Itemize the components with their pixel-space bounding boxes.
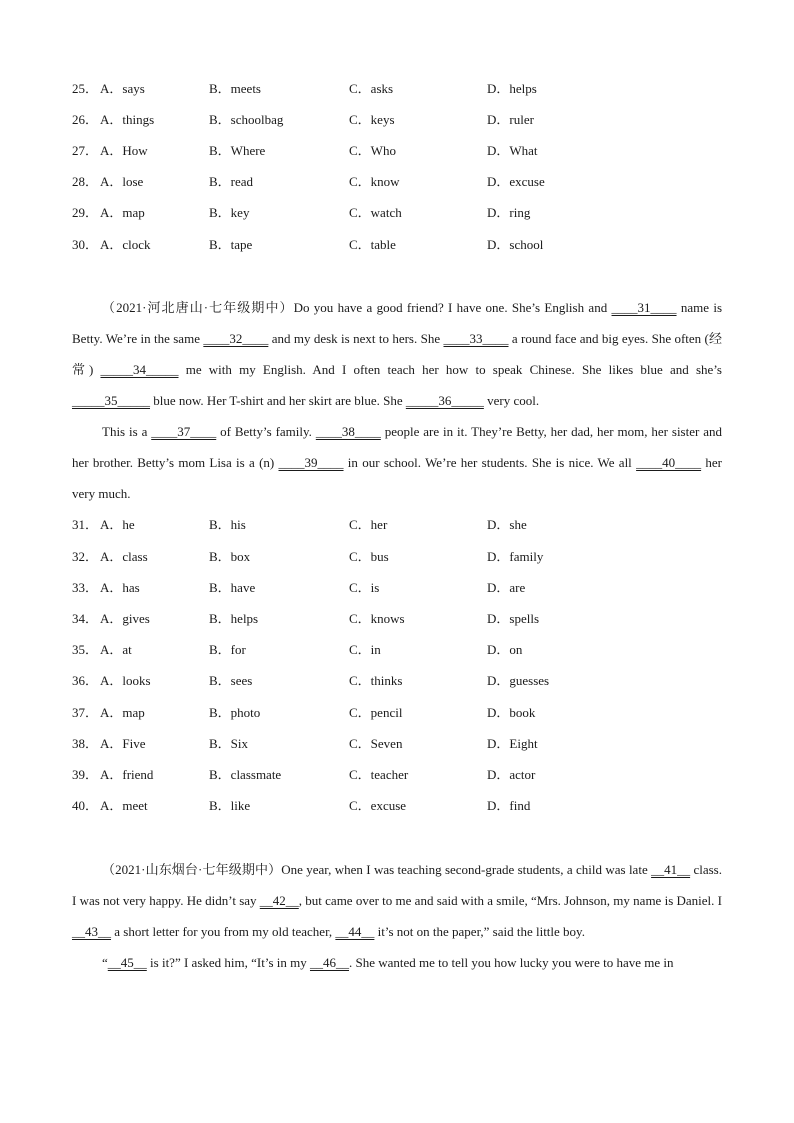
option-a[interactable]: A．friend: [100, 767, 154, 782]
blank-31: ____31____: [611, 300, 677, 315]
option-c[interactable]: C．Seven: [349, 736, 403, 751]
option-c[interactable]: C．excuse: [349, 798, 407, 813]
option-d[interactable]: D．family: [487, 549, 544, 564]
option-a[interactable]: A．things: [100, 112, 155, 127]
option-a[interactable]: A．lose: [100, 174, 144, 189]
option-d[interactable]: D．helps: [487, 81, 537, 96]
option-b[interactable]: B．like: [209, 798, 251, 813]
blank-32: ____32____: [203, 331, 269, 346]
option-b[interactable]: B．for: [209, 642, 246, 657]
passage-source: （2021·山东烟台·七年级期中）: [102, 862, 282, 877]
question-number: 38．: [72, 736, 99, 751]
blank-44: __44__: [335, 924, 375, 939]
option-b[interactable]: B．tape: [209, 237, 253, 252]
passage-source: （2021·河北唐山·七年级期中）: [102, 300, 294, 315]
passage-text: blue now. Her T-shirt and her skirt are blue. She: [150, 393, 406, 408]
option-c[interactable]: C．pencil: [349, 705, 403, 720]
option-d[interactable]: D．guesses: [487, 673, 550, 688]
passage-text: a round face and big eyes. She often (经常): [72, 331, 722, 377]
question-number: 28．: [72, 174, 99, 189]
passage-text: in our school. We’re her students. She is nice. We all: [343, 455, 637, 470]
option-c[interactable]: C．table: [349, 237, 396, 252]
passage-text: and my desk is next to hers. She: [268, 331, 444, 346]
option-d[interactable]: D．book: [487, 705, 536, 720]
passage-paragraph: [72, 292, 722, 416]
blank-40: ____40____: [636, 455, 702, 470]
option-b[interactable]: B．schoolbag: [209, 112, 284, 127]
option-d[interactable]: D．ring: [487, 205, 531, 220]
passage-text: of Betty’s family.: [216, 424, 316, 439]
option-c[interactable]: C．keys: [349, 112, 395, 127]
option-c[interactable]: C．Who: [349, 143, 396, 158]
passage-text: class. I was not very happy. He didn’t say: [72, 862, 722, 908]
option-d[interactable]: D．on: [487, 642, 523, 657]
option-b[interactable]: B．classmate: [209, 767, 282, 782]
option-a[interactable]: A．map: [100, 205, 145, 220]
blank-45: __45__: [107, 955, 147, 970]
option-b[interactable]: B．photo: [209, 705, 261, 720]
option-b[interactable]: B．sees: [209, 673, 253, 688]
option-d[interactable]: D．ruler: [487, 112, 534, 127]
blank-37: ____37____: [151, 424, 217, 439]
question-number: 29．: [72, 205, 99, 220]
cloze-passage-2: [72, 292, 722, 509]
passage-text: . She wanted me to tell you how lucky you were to have me in: [348, 955, 674, 970]
option-b[interactable]: B．Six: [209, 736, 249, 751]
option-b[interactable]: B．meets: [209, 81, 261, 96]
blank-43: __43__: [72, 924, 111, 939]
option-a[interactable]: A．says: [100, 81, 145, 96]
passage-text: One year, when I was teaching second-grade students, a child was late: [281, 862, 652, 877]
question-number: 37．: [72, 705, 99, 720]
question-number: 35．: [72, 642, 99, 657]
blank-35: _____35_____: [72, 393, 150, 408]
option-d[interactable]: D．spells: [487, 611, 540, 626]
passage-text: This is a: [102, 424, 152, 439]
question-number: 31．: [72, 517, 99, 532]
passage-text: very cool.: [483, 393, 540, 408]
option-c[interactable]: C．is: [349, 580, 380, 595]
passage-text: people are in it. They’re Betty, her dad, her mom, her sister and her brother. Betty’s mom Lisa is a (n): [72, 424, 722, 470]
question-number: 40．: [72, 798, 99, 813]
option-a[interactable]: A．at: [100, 642, 132, 657]
option-d[interactable]: D．Eight: [487, 736, 538, 751]
blank-46: __46__: [309, 955, 349, 970]
option-a[interactable]: A．gives: [100, 611, 150, 626]
question-number: 26．: [72, 112, 99, 127]
option-c[interactable]: C．thinks: [349, 673, 403, 688]
passage-text: Do you have a good friend? I have one. She’s English and: [293, 300, 612, 315]
question-number: 33．: [72, 580, 99, 595]
option-d[interactable]: D．actor: [487, 767, 536, 782]
option-b[interactable]: B．his: [209, 517, 246, 532]
blank-42: __42__: [259, 893, 299, 908]
question-number: 27．: [72, 143, 99, 158]
option-d[interactable]: D．are: [487, 580, 526, 595]
option-a[interactable]: A．class: [100, 549, 148, 564]
blank-36: _____36_____: [405, 393, 484, 408]
passage-text: is it?” I asked him, “It’s in my: [146, 955, 310, 970]
question-number: 25．: [72, 81, 99, 96]
option-d[interactable]: D．she: [487, 517, 527, 532]
option-a[interactable]: A．clock: [100, 237, 151, 252]
option-b[interactable]: B．helps: [209, 611, 259, 626]
question-number: 34．: [72, 611, 99, 626]
option-b[interactable]: B．box: [209, 549, 251, 564]
option-c[interactable]: C．teacher: [349, 767, 409, 782]
question-number: 32．: [72, 549, 99, 564]
blank-39: ____39____: [278, 455, 344, 470]
option-b[interactable]: B．read: [209, 174, 254, 189]
option-d[interactable]: D．school: [487, 237, 544, 252]
option-c[interactable]: C．bus: [349, 549, 389, 564]
option-c[interactable]: C．in: [349, 642, 381, 657]
option-c[interactable]: C．watch: [349, 205, 402, 220]
passage-paragraph: [72, 854, 722, 947]
passage-text: a short letter for you from my old teacher,: [111, 924, 336, 939]
option-a[interactable]: A．Five: [100, 736, 146, 751]
cloze-passage-3: [72, 854, 722, 978]
option-a[interactable]: A．has: [100, 580, 140, 595]
option-c[interactable]: C．knows: [349, 611, 405, 626]
passage-text: , but came over to me and said with a smile, “Mrs. Johnson, my name is Daniel. I: [298, 893, 722, 908]
option-a[interactable]: A．map: [100, 705, 145, 720]
option-b[interactable]: B．have: [209, 580, 256, 595]
passage-text: it’s not on the paper,” said the little boy.: [374, 924, 585, 939]
option-a[interactable]: A．How: [100, 143, 148, 158]
option-a[interactable]: A．meet: [100, 798, 148, 813]
option-c[interactable]: C．know: [349, 174, 400, 189]
blank-34: _____34_____: [100, 362, 179, 377]
option-d[interactable]: D．excuse: [487, 174, 545, 189]
option-a[interactable]: A．looks: [100, 673, 151, 688]
option-c[interactable]: C．her: [349, 517, 388, 532]
option-b[interactable]: B．key: [209, 205, 250, 220]
option-d[interactable]: D．What: [487, 143, 538, 158]
passage-text: name is Betty. We’re in the same: [72, 300, 722, 346]
passage-text: “: [102, 955, 108, 970]
blank-33: ____33____: [443, 331, 509, 346]
option-a[interactable]: A．he: [100, 517, 135, 532]
question-number: 30．: [72, 237, 99, 252]
passage-paragraph: [72, 416, 722, 509]
option-b[interactable]: B．Where: [209, 143, 266, 158]
question-number: 39．: [72, 767, 99, 782]
blank-41: __41__: [651, 862, 691, 877]
question-number: 36．: [72, 673, 99, 688]
option-d[interactable]: D．find: [487, 798, 531, 813]
option-c[interactable]: C．asks: [349, 81, 394, 96]
passage-paragraph: [72, 947, 722, 978]
passage-text: her very much.: [72, 455, 722, 501]
passage-text: me with my English. And I often teach her how to speak Chinese. She likes blue and she’s: [178, 362, 722, 377]
blank-38: ____38____: [315, 424, 381, 439]
